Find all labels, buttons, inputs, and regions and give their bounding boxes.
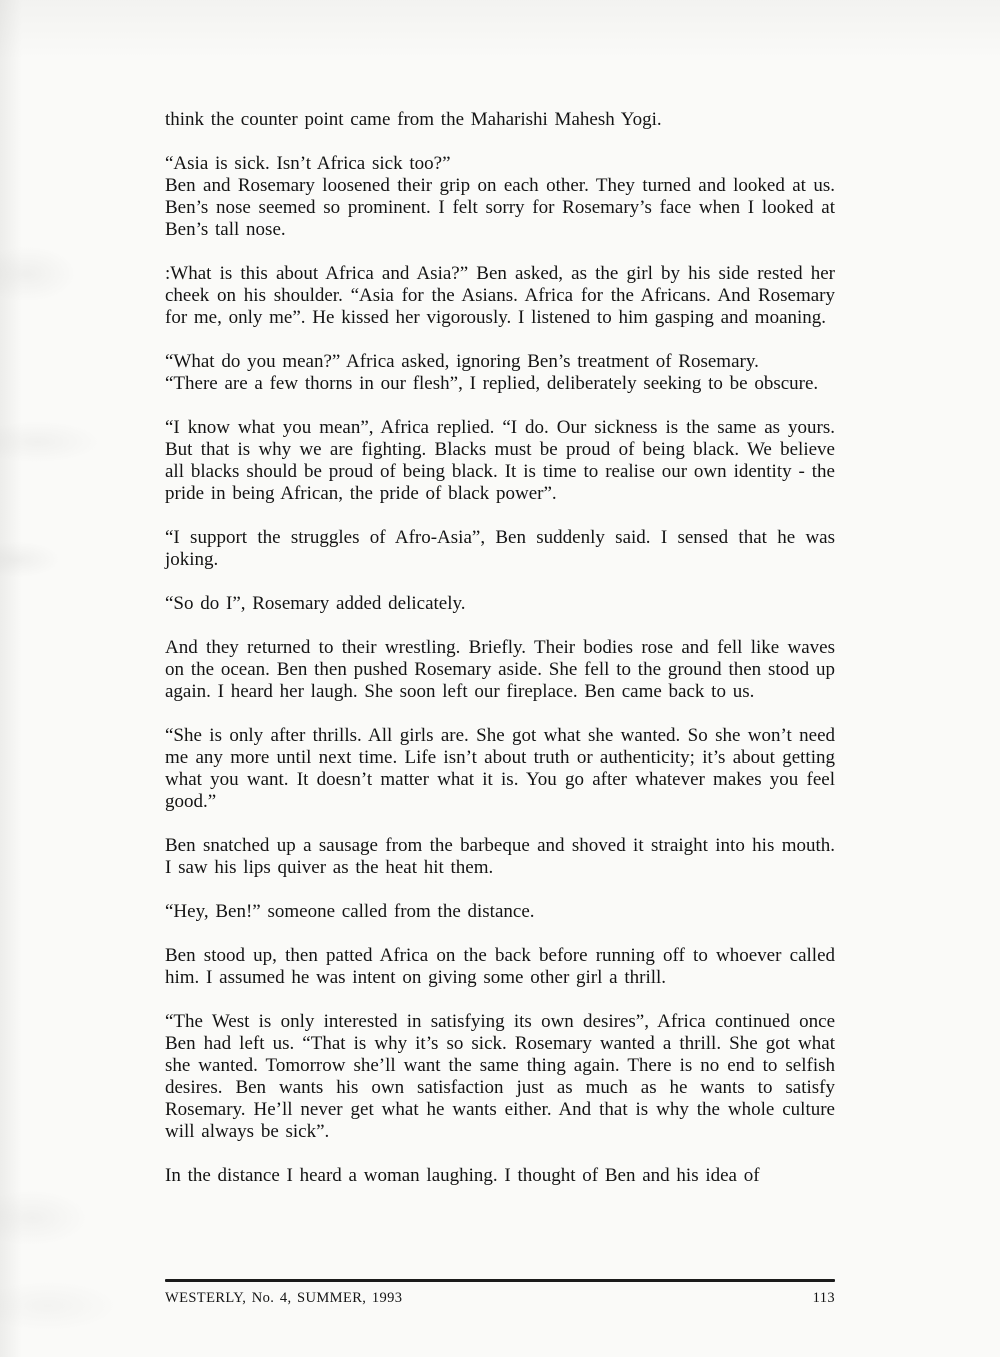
paragraph: [165, 153, 835, 241]
page-number: 113: [812, 1290, 835, 1306]
page-footer: [165, 1279, 835, 1307]
paragraph-line: Ben and Rosemary loosened their grip on each other. They turned and looked at us. Ben’s nose seemed so prominent. I felt sorry for Rosemary’s face when I looked at Ben’s tall nose.: [165, 175, 835, 240]
paragraph: In the distance I heard a woman laughing. I thought of Ben and his idea of: [165, 1165, 760, 1186]
article-text: [165, 109, 835, 1187]
paragraph: “The West is only interested in satisfying its own desires”, Africa continued once Ben had left us. “That is why it’s so sick. Rosemary wanted a thrill. She got what she wanted. Tomorrow she’ll want the same thing again. There is no end to selfish desires. Ben wants his own satisfaction just as much as he wants to satisfy Rosemary. He’ll never get what he wants either. And that is why the whole culture will always be sick”.: [165, 1011, 835, 1142]
paragraph: [165, 351, 835, 395]
footer-rule: [165, 1279, 835, 1282]
paragraph-line: “Asia is sick. Isn’t Africa sick too?”: [165, 153, 451, 174]
paragraph: “I support the struggles of Afro-Asia”, Ben suddenly said. I sensed that he was joking.: [165, 527, 835, 570]
scan-smudge: [0, 0, 22, 1357]
scan-smudge: [0, 1130, 160, 1350]
scan-smudge: [0, 190, 150, 610]
paragraph-line: “What do you mean?” Africa asked, ignoring Ben’s treatment of Rosemary.: [165, 351, 759, 372]
paragraph: think the counter point came from the Maharishi Mahesh Yogi.: [165, 109, 662, 130]
paragraph-line: “There are a few thorns in our flesh”, I replied, deliberately seeking to be obscure.: [165, 373, 819, 394]
paragraph: “So do I”, Rosemary added delicately.: [165, 593, 466, 614]
paragraph: Ben snatched up a sausage from the barbeque and shoved it straight into his mouth. I saw his lips quiver as the heat hit them.: [165, 835, 835, 878]
paragraph: “Hey, Ben!” someone called from the distance.: [165, 901, 535, 922]
journal-citation: WESTERLY, No. 4, SUMMER, 1993: [165, 1290, 403, 1306]
paragraph: “I know what you mean”, Africa replied. “I do. Our sickness is the same as yours. But that is why we are fighting. Blacks must be proud of being black. We believe all blacks should be proud of being black. It is time to realise our own identity - the pride in being African, the pride of black power”.: [165, 417, 835, 504]
paragraph: Ben stood up, then patted Africa on the back before running off to whoever called him. I assumed he was intent on giving some other girl a thrill.: [165, 945, 835, 988]
scan-smudge: [0, 0, 1000, 60]
paragraph: :What is this about Africa and Asia?” Ben asked, as the girl by his side rested her cheek on his shoulder. “Asia for the Asians. Africa for the Africans. And Rosemary for me, only me”. He kissed her vigorously. I listened to him gasping and moaning.: [165, 263, 835, 328]
paragraph: And they returned to their wrestling. Briefly. Their bodies rose and fell like waves on the ocean. Ben then pushed Rosemary aside. She fell to the ground then stood up again. I heard her laugh. She soon left our fireplace. Ben came back to us.: [165, 637, 835, 702]
paragraph: “She is only after thrills. All girls are. She got what she wanted. So she won’t need me any more until next time. Life isn’t about truth or authenticity; it’s about getting what you want. It doesn’t matter what it is. You go after whatever makes you feel good.”: [165, 725, 835, 812]
